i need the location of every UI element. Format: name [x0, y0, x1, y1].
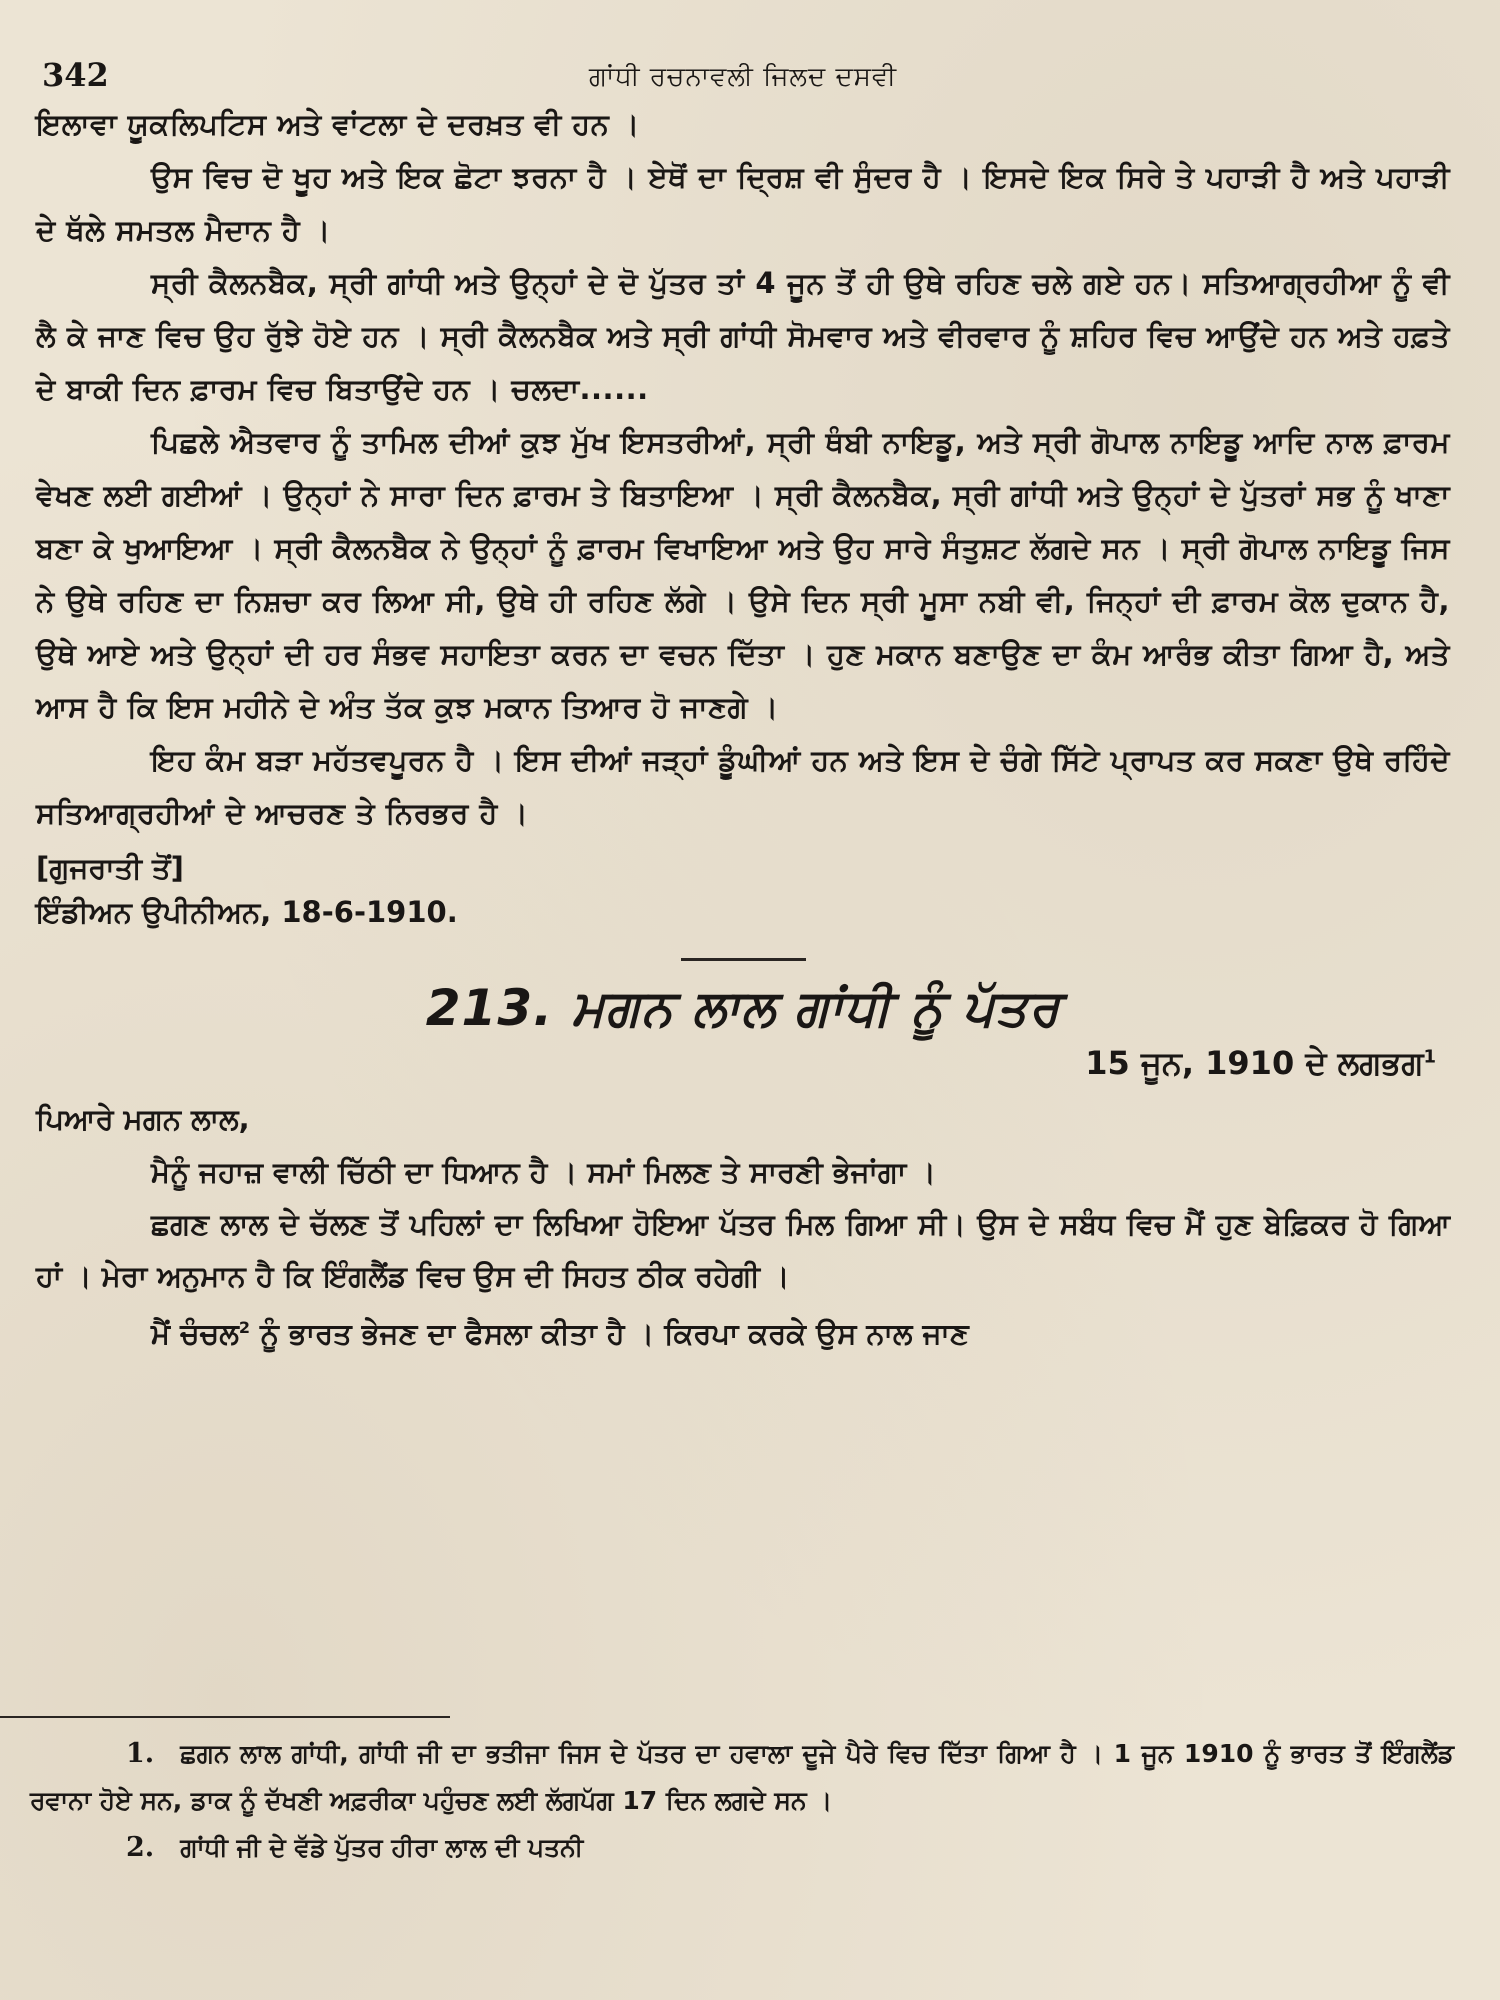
letter-dateline: [36, 1044, 1436, 1083]
continued-article: [36, 98, 1450, 840]
dateline-text: 15 ਜੂਨ, 1910 ਦੇ ਲਗਭਗ: [1085, 1044, 1424, 1082]
letter-text: ਮੈਂ ਚੰਚਲ: [151, 1316, 239, 1351]
source-note: [36, 846, 1450, 934]
section-title: 213. ਮਗਨ ਲਾਲ ਗਾਂਧੀ ਨੂੰ ਪੱਤਰ: [425, 979, 1061, 1037]
source-publication: ਇੰਡੀਅਨ ਉਪੀਨੀਅਨ, 18-6-1910.: [36, 895, 458, 929]
footnote: [30, 1730, 1454, 1824]
footnote-rule: [0, 1716, 450, 1718]
letter-body: [36, 1146, 1450, 1360]
letter-paragraph: [36, 1302, 1450, 1360]
letter-paragraph: ਮੈਨੂੰ ਜਹਾਜ਼ ਵਾਲੀ ਚਿੱਠੀ ਦਾ ਧਿਆਨ ਹੈ । ਸਮਾਂ ਮਿਲਣ ਤੇ ਸਾਰਣੀ ਭੇਜਾਂਗਾ ।: [151, 1155, 936, 1189]
article-paragraph: ਸ੍ਰੀ ਕੈਲਨਬੈਕ, ਸ੍ਰੀ ਗਾਂਧੀ ਅਤੇ ਉਨ੍ਹਾਂ ਦੇ ਦੋ ਪੁੱਤਰ ਤਾਂ 4 ਜੂਨ ਤੋਂ ਹੀ ਉਥੇ ਰਹਿਣ ਚਲੇ ਗਏ ਹਨ। ਸਤਿਆਗ੍ਰਹੀਆ ਨੂੰ ਵੀ ਲੈ ਕੇ ਜਾਣ ਵਿਚ ਉਹ ਰੁੱਝੇ ਹੋਏ ਹਨ । ਸ੍ਰੀ ਕੈਲਨਬੈਕ ਅਤੇ ਸ੍ਰੀ ਗਾਂਧੀ ਸੋਮਵਾਰ ਅਤੇ ਵੀਰਵਾਰ ਨੂੰ ਸ਼ਹਿਰ ਵਿਚ ਆਉਂਦੇ ਹਨ ਅਤੇ ਹਫ਼ਤੇ ਦੇ ਬਾਕੀ ਦਿਨ ਫ਼ਾਰਮ ਵਿਚ ਬਿਤਾਉਂਦੇ ਹਨ । ਚਲਦਾ......: [36, 266, 1450, 406]
article-paragraph: ਇਲਾਵਾ ਯੂਕਲਿਪਟਿਸ ਅਤੇ ਵਾਂਟਲਾ ਦੇ ਦਰਖ਼ਤ ਵੀ ਹਨ ।: [36, 107, 640, 141]
article-paragraph: ਇਹ ਕੰਮ ਬੜਾ ਮਹੱਤਵਪੂਰਨ ਹੈ । ਇਸ ਦੀਆਂ ਜੜ੍ਹਾਂ ਡੂੰਘੀਆਂ ਹਨ ਅਤੇ ਇਸ ਦੇ ਚੰਗੇ ਸਿੱਟੇ ਪ੍ਰਾਪਤ ਕਰ ਸਕਣਾ ਉਥੇ ਰਹਿੰਦੇ ਸਤਿਆਗ੍ਰਹੀਆਂ ਦੇ ਆਚਰਣ ਤੇ ਨਿਰਭਰ ਹੈ ।: [36, 743, 1450, 830]
page-header: [36, 50, 1450, 98]
footnote-text: ਛਗਨ ਲਾਲ ਗਾਂਧੀ, ਗਾਂਧੀ ਜੀ ਦਾ ਭਤੀਜਾ ਜਿਸ ਦੇ ਪੱਤਰ ਦਾ ਹਵਾਲਾ ਦੂਜੇ ਪੈਰੇ ਵਿਚ ਦਿੱਤਾ ਗਿਆ ਹੈ । 1 ਜੂਨ 1910 ਨੂੰ ਭਾਰਤ ਤੋਂ ਇੰਗਲੈਂਡ ਰਵਾਨਾ ਹੋਏ ਸਨ, ਡਾਕ ਨੂੰ ਦੱਖਣੀ ਅਫ਼ਰੀਕਾ ਪਹੁੰਚਣ ਲਈ ਲੱਗਪੱਗ 17 ਦਿਨ ਲਗਦੇ ਸਨ ।: [30, 1739, 1454, 1815]
letter-salutation: ਪਿਆਰੇ ਮਗਨ ਲਾਲ,: [36, 1102, 250, 1136]
footnote-ref-2: 2: [238, 1318, 251, 1337]
article-paragraph: ਉਸ ਵਿਚ ਦੋ ਖੂਹ ਅਤੇ ਇਕ ਛੋਟਾ ਝਰਨਾ ਹੈ । ਏਥੋਂ ਦਾ ਦ੍ਰਿਸ਼ ਵੀ ਸੁੰਦਰ ਹੈ । ਇਸਦੇ ਇਕ ਸਿਰੇ ਤੇ ਪਹਾੜੀ ਹੈ ਅਤੇ ਪਹਾੜੀ ਦੇ ਥੱਲੇ ਸਮਤਲ ਮੈਦਾਨ ਹੈ ।: [36, 160, 1450, 247]
letter-paragraph: ਛਗਣ ਲਾਲ ਦੇ ਚੱਲਣ ਤੋਂ ਪਹਿਲਾਂ ਦਾ ਲਿਖਿਆ ਹੋਇਆ ਪੱਤਰ ਮਿਲ ਗਿਆ ਸੀ। ਉਸ ਦੇ ਸਬੰਧ ਵਿਚ ਮੈਂ ਹੁਣ ਬੇਫ਼ਿਕਰ ਹੋ ਗਿਆ ਹਾਂ । ਮੇਰਾ ਅਨੁਮਾਨ ਹੈ ਕਿ ਇੰਗਲੈਂਡ ਵਿਚ ਉਸ ਦੀ ਸਿਹਤ ਠੀਕ ਰਹੇਗੀ ।: [36, 1207, 1450, 1293]
footnotes: [30, 1730, 1454, 1871]
footnote: [30, 1824, 1454, 1871]
page-number: 342: [42, 56, 109, 94]
article-paragraph: ਪਿਛਲੇ ਐਤਵਾਰ ਨੂੰ ਤਾਮਿਲ ਦੀਆਂ ਕੁਝ ਮੁੱਖ ਇਸਤਰੀਆਂ, ਸ੍ਰੀ ਥੰਬੀ ਨਾਇਡੂ, ਅਤੇ ਸ੍ਰੀ ਗੋਪਾਲ ਨਾਇਡੂ ਆਦਿ ਨਾਲ ਫ਼ਾਰਮ ਵੇਖਣ ਲਈ ਗਈਆਂ । ਉਨ੍ਹਾਂ ਨੇ ਸਾਰਾ ਦਿਨ ਫ਼ਾਰਮ ਤੇ ਬਿਤਾਇਆ । ਸ੍ਰੀ ਕੈਲਨਬੈਕ, ਸ੍ਰੀ ਗਾਂਧੀ ਅਤੇ ਉਨ੍ਹਾਂ ਦੇ ਪੁੱਤਰਾਂ ਸਭ ਨੂੰ ਖਾਣਾ ਬਣਾ ਕੇ ਖੁਆਇਆ । ਸ੍ਰੀ ਕੈਲਨਬੈਕ ਨੇ ਉਨ੍ਹਾਂ ਨੂੰ ਫ਼ਾਰਮ ਵਿਖਾਇਆ ਅਤੇ ਉਹ ਸਾਰੇ ਸੰਤੁਸ਼ਟ ਲੱਗਦੇ ਸਨ । ਸ੍ਰੀ ਗੋਪਾਲ ਨਾਇਡੂ ਜਿਸ ਨੇ ਉਥੇ ਰਹਿਣ ਦਾ ਨਿਸ਼ਚਾ ਕਰ ਲਿਆ ਸੀ, ਉਥੇ ਹੀ ਰਹਿਣ ਲੱਗੇ । ਉਸੇ ਦਿਨ ਸ੍ਰੀ ਮੂਸਾ ਨਬੀ ਵੀ, ਜਿਨ੍ਹਾਂ ਦੀ ਫ਼ਾਰਮ ਕੋਲ ਦੁਕਾਨ ਹੈ, ਉਥੇ ਆਏ ਅਤੇ ਉਨ੍ਹਾਂ ਦੀ ਹਰ ਸੰਭਵ ਸਹਾਇਤਾ ਕਰਨ ਦਾ ਵਚਨ ਦਿੱਤਾ । ਹੁਣ ਮਕਾਨ ਬਣਾਉਣ ਦਾ ਕੰਮ ਆਰੰਭ ਕੀਤਾ ਗਿਆ ਹੈ, ਅਤੇ ਆਸ ਹੈ ਕਿ ਇਸ ਮਹੀਨੇ ਦੇ ਅੰਤ ਤੱਕ ਕੁਝ ਮਕਾਨ ਤਿਆਰ ਹੋ ਜਾਣਗੇ ।: [36, 425, 1450, 724]
source-language: [ਗੁਜਰਾਤੀ ਤੋਂ]: [36, 851, 184, 885]
footnote-number: 2.: [126, 1832, 155, 1863]
footnote-ref-1: 1: [1423, 1046, 1436, 1068]
running-head: ਗਾਂਧੀ ਰਚਨਾਵਲੀ ਜਿਲਦ ਦਸਵੀ: [588, 62, 898, 92]
footnote-number: 1.: [126, 1738, 155, 1769]
letter-text: ਨੂੰ ਭਾਰਤ ਭੇਜਣ ਦਾ ਫੈਸਲਾ ਕੀਤਾ ਹੈ । ਕਿਰਪਾ ਕਰਕੇ ਉਸ ਨਾਲ ਜਾਣ: [250, 1316, 969, 1351]
section-divider: [681, 958, 806, 961]
footnote-text: ਗਾਂਧੀ ਜੀ ਦੇ ਵੱਡੇ ਪੁੱਤਰ ਹੀਰਾ ਲਾਲ ਦੀ ਪਤਨੀ: [180, 1833, 584, 1862]
